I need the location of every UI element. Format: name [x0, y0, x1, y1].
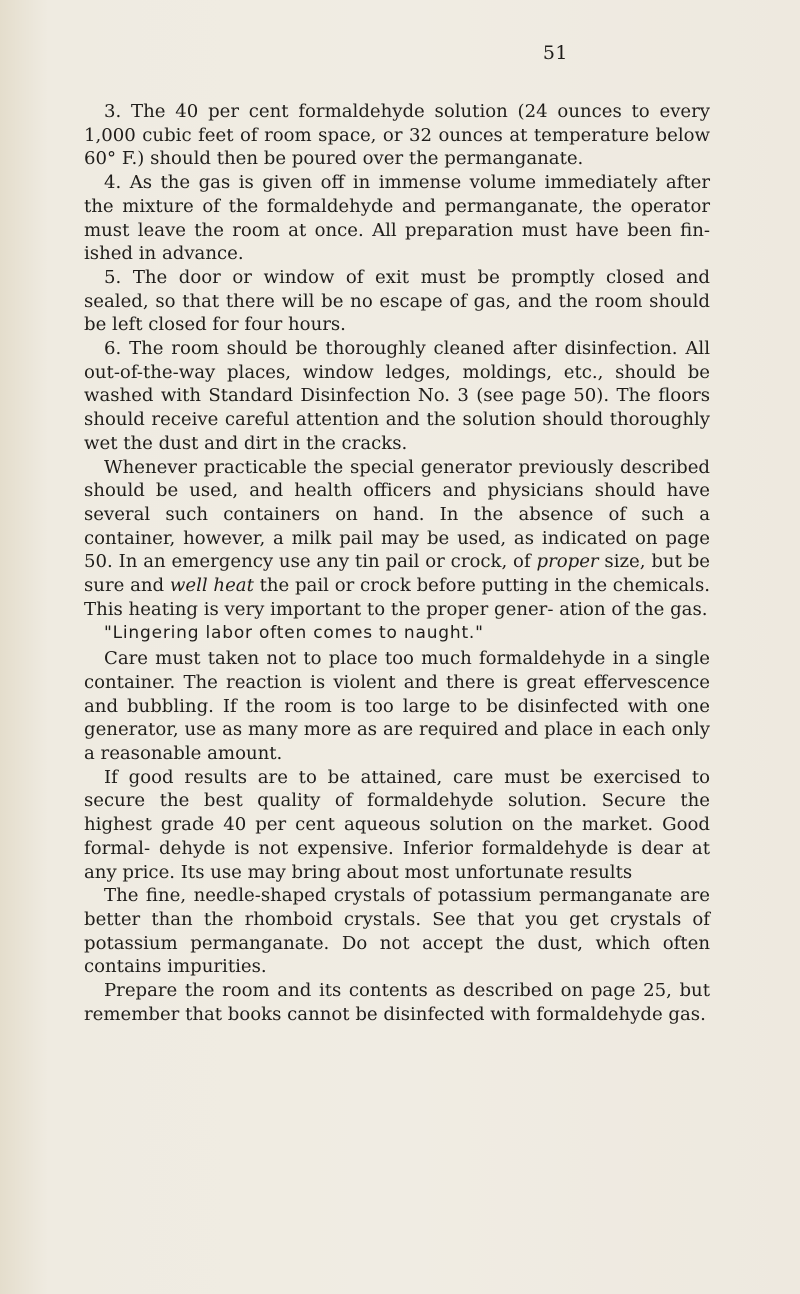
paragraph-p7	[84, 456, 710, 622]
text-segment: size, but be sure and	[84, 551, 710, 597]
text-segment: Care must taken not to place too much formaldehyde in a single container. The reaction is violent and there is great effervescence and bubbling. If the room is too large to be disinfected with one generator, use as many more as are required and place in each only a reasonable amount.	[84, 648, 710, 764]
text-segment: Prepare the room and its contents as described on page 25, but remember that books cannot be disinfected with formaldehyde gas.	[84, 980, 710, 1025]
paragraph-p3	[84, 100, 710, 171]
text-segment: 6. The room should be thoroughly cleaned after disinfection. All out-of-the-way places, window ledges, moldings, etc., should be washed with Standard Disinfection No. 3 (see page 50). The floors should receive careful attention and the solution should thoroughly wet the dust and dirt in the cracks.	[84, 338, 710, 454]
italic-text: well heat	[169, 575, 254, 597]
paragraph-p10	[84, 884, 710, 979]
text-segment: 4. As the gas is given off in immense volume immediately after the mixture of the formaldehyde and permanganate, the operator must leave the room at once. All preparation must have been fin- ished in advance.	[84, 172, 710, 265]
text-segment: "Lingering labor often comes to naught."	[104, 623, 484, 644]
paragraph-p6	[84, 337, 710, 456]
page-number: 51	[542, 42, 568, 64]
paragraph-p9	[84, 766, 710, 885]
italic-text: proper	[536, 551, 599, 573]
text-segment: the pail or crock before putting in the chemicals. This heating is very important to the proper gener- ation of the gas.	[84, 575, 710, 620]
text-segment: The fine, needle-shaped crystals of potassium permanganate are better than the rhomboid crystals. See that you get crystals of potassium permanganate. Do not accept the dust, which often contains impurities.	[84, 885, 710, 978]
paragraph-p5	[84, 266, 710, 337]
body-text	[84, 100, 710, 1026]
paragraph-p8	[84, 647, 710, 766]
paragraph-p11	[84, 979, 710, 1026]
text-segment: If good results are to be attained, care must be exercised to secure the best quality of formaldehyde solution. Secure the highest grade 40 per cent aqueous solution on the market. Good formal- dehyde is not expensive. Inferior formaldehyde is dear at any price. Its use may bring about most unfortunate results	[84, 766, 710, 883]
quotation	[84, 622, 710, 646]
paragraph-p4	[84, 171, 710, 266]
text-segment: 5. The door or window of exit must be promptly closed and sealed, so that there will be no escape of gas, and the room should be left closed for four hours.	[84, 266, 710, 336]
text-segment: Whenever practicable the special generator previously described should be used, and health officers and physicians should have several such containers on hand. In the absence of such a container, however, a milk pail may be used, as indicated on page 50. In an emergency use any tin pail or crock, of	[84, 456, 710, 573]
text-segment: 3. The 40 per cent formaldehyde solution (24 ounces to every 1,000 cubic feet of room space, or 32 ounces at temperature below 60° F.) should then be poured over the permanganate.	[84, 101, 710, 170]
